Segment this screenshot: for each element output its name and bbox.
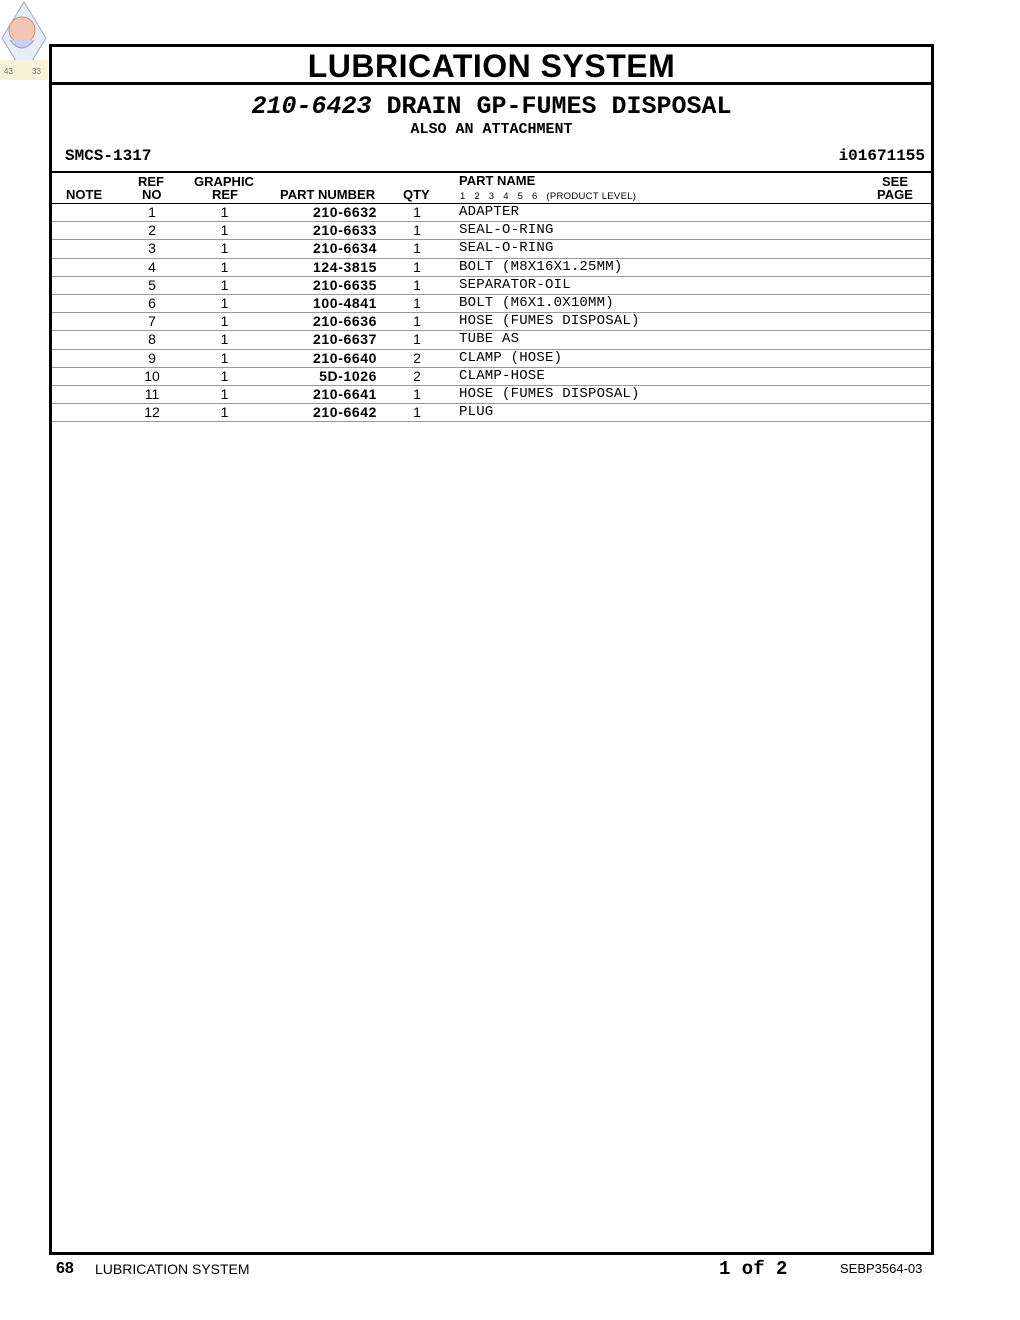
page-frame (49, 44, 934, 1255)
part-number-cell: 210-6637 (313, 331, 377, 348)
ref-no-cell: 7 (148, 313, 156, 330)
part-number-cell: 210-6636 (313, 313, 377, 330)
part-number-cell: 100-4841 (313, 294, 377, 311)
part-number-cell: 5D-1026 (319, 367, 377, 384)
ref-no-cell: 12 (144, 404, 160, 421)
qty-cell: 1 (413, 222, 421, 239)
qty-cell: 2 (413, 349, 421, 366)
graphic-ref-cell: 1 (220, 294, 229, 311)
part-number-cell: 210-6641 (313, 385, 377, 402)
header-see-bottom: PAGE (877, 187, 913, 202)
illustration-ref: i01671155 (838, 147, 925, 165)
table-row (52, 313, 931, 331)
ref-no-cell: 5 (148, 276, 156, 293)
section-title: LUBRICATION SYSTEM (52, 47, 931, 85)
part-number-cell: 210-6632 (313, 204, 377, 220)
header-graphic-top: GRAPHIC (194, 174, 254, 189)
qty-cell: 1 (413, 294, 421, 311)
ref-no-cell: 6 (148, 294, 156, 311)
part-number-cell: 210-6642 (313, 404, 377, 421)
page-footer (0, 1258, 1020, 1282)
qty-cell: 1 (413, 258, 421, 275)
ref-no-cell: 11 (144, 385, 160, 402)
ref-no-cell: 4 (148, 258, 156, 275)
part-name-cell: TUBE AS (459, 331, 520, 348)
part-name-cell: BOLT (M6X1.0X10MM) (459, 294, 614, 311)
part-name-cell: PLUG (459, 404, 494, 421)
part-number-cell: 210-6633 (313, 222, 377, 239)
footer-page-number: 68 (56, 1260, 74, 1277)
table-row (52, 295, 931, 313)
table-row (52, 240, 931, 258)
ref-no-cell: 10 (144, 367, 160, 384)
part-name-cell: ADAPTER (459, 204, 520, 220)
table-row (52, 368, 931, 386)
footer-page-of: 1 of 2 (719, 1258, 788, 1280)
table-row (52, 222, 931, 240)
header-qty: QTY (403, 187, 430, 202)
table-row (52, 331, 931, 349)
part-name-cell: SEAL-O-RING (459, 240, 554, 257)
logo-right-number: 33 (32, 67, 41, 76)
part-number-cell: 210-6634 (313, 240, 377, 257)
ref-no-cell: 8 (148, 331, 156, 348)
ref-no-cell: 9 (148, 349, 156, 366)
qty-cell: 1 (413, 313, 421, 330)
part-name-cell: SEAL-O-RING (459, 222, 554, 239)
qty-cell: 1 (413, 240, 421, 257)
graphic-ref-cell: 1 (220, 313, 229, 330)
header-product-levels: 1 2 3 4 5 6 (PRODUCT LEVEL) (460, 191, 637, 202)
graphic-ref-cell: 1 (220, 222, 229, 239)
part-name-cell: SEPARATOR-OIL (459, 276, 571, 293)
ref-no-cell: 1 (148, 204, 156, 220)
footer-doc-number: SEBP3564-03 (840, 1261, 923, 1276)
graphic-ref-cell: 1 (220, 367, 229, 384)
part-name-cell: CLAMP-HOSE (459, 367, 546, 384)
smcs-row (52, 147, 931, 173)
table-row (52, 350, 931, 368)
table-row (52, 204, 931, 222)
qty-cell: 1 (413, 385, 421, 402)
table-row (52, 386, 931, 404)
graphic-ref-cell: 1 (220, 240, 229, 257)
header-graphic-bottom: REF (212, 187, 238, 202)
group-subtitle: ALSO AN ATTACHMENT (410, 121, 573, 138)
table-row (52, 404, 931, 422)
graphic-ref-cell: 1 (220, 204, 229, 220)
qty-cell: 1 (413, 331, 421, 348)
graphic-ref-cell: 1 (220, 258, 229, 275)
parts-table-body (52, 204, 931, 422)
header-ref-bottom: NO (142, 187, 162, 202)
part-number-cell: 124-3815 (313, 258, 377, 275)
qty-cell: 1 (413, 204, 421, 220)
header-part-number: PART NUMBER (280, 187, 376, 202)
group-title (52, 93, 931, 121)
qty-cell: 2 (413, 367, 421, 384)
header-see-top: SEE (882, 174, 909, 189)
part-name-cell: CLAMP (HOSE) (459, 349, 563, 366)
header-note: NOTE (66, 187, 103, 202)
graphic-ref-cell: 1 (220, 331, 229, 348)
part-name-cell: BOLT (M8X16X1.25MM) (459, 258, 623, 275)
part-number-cell: 210-6640 (313, 349, 377, 366)
header-ref-top: REF (138, 174, 164, 189)
header-part-name: PART NAME (459, 173, 536, 188)
qty-cell: 1 (413, 404, 421, 421)
smcs-code: SMCS-1317 (65, 147, 152, 165)
footer-section: LUBRICATION SYSTEM (95, 1261, 250, 1277)
ref-no-cell: 3 (148, 240, 156, 257)
table-row (52, 259, 931, 277)
graphic-ref-cell: 1 (220, 404, 229, 421)
graphic-ref-cell: 1 (220, 385, 229, 402)
graphic-ref-cell: 1 (220, 349, 229, 366)
part-name-cell: HOSE (FUMES DISPOSAL) (459, 313, 640, 330)
group-number: 210-6423 (251, 92, 372, 121)
table-row (52, 277, 931, 295)
part-name-cell: HOSE (FUMES DISPOSAL) (459, 385, 640, 402)
table-header (52, 173, 931, 204)
graphic-ref-cell: 1 (220, 276, 229, 293)
part-number-cell: 210-6635 (313, 276, 377, 293)
qty-cell: 1 (413, 276, 421, 293)
logo-stamp-icon (0, 0, 48, 80)
logo-left-number: 43 (4, 67, 13, 76)
ref-no-cell: 2 (148, 222, 156, 239)
group-name: DRAIN GP-FUMES DISPOSAL (386, 92, 732, 121)
